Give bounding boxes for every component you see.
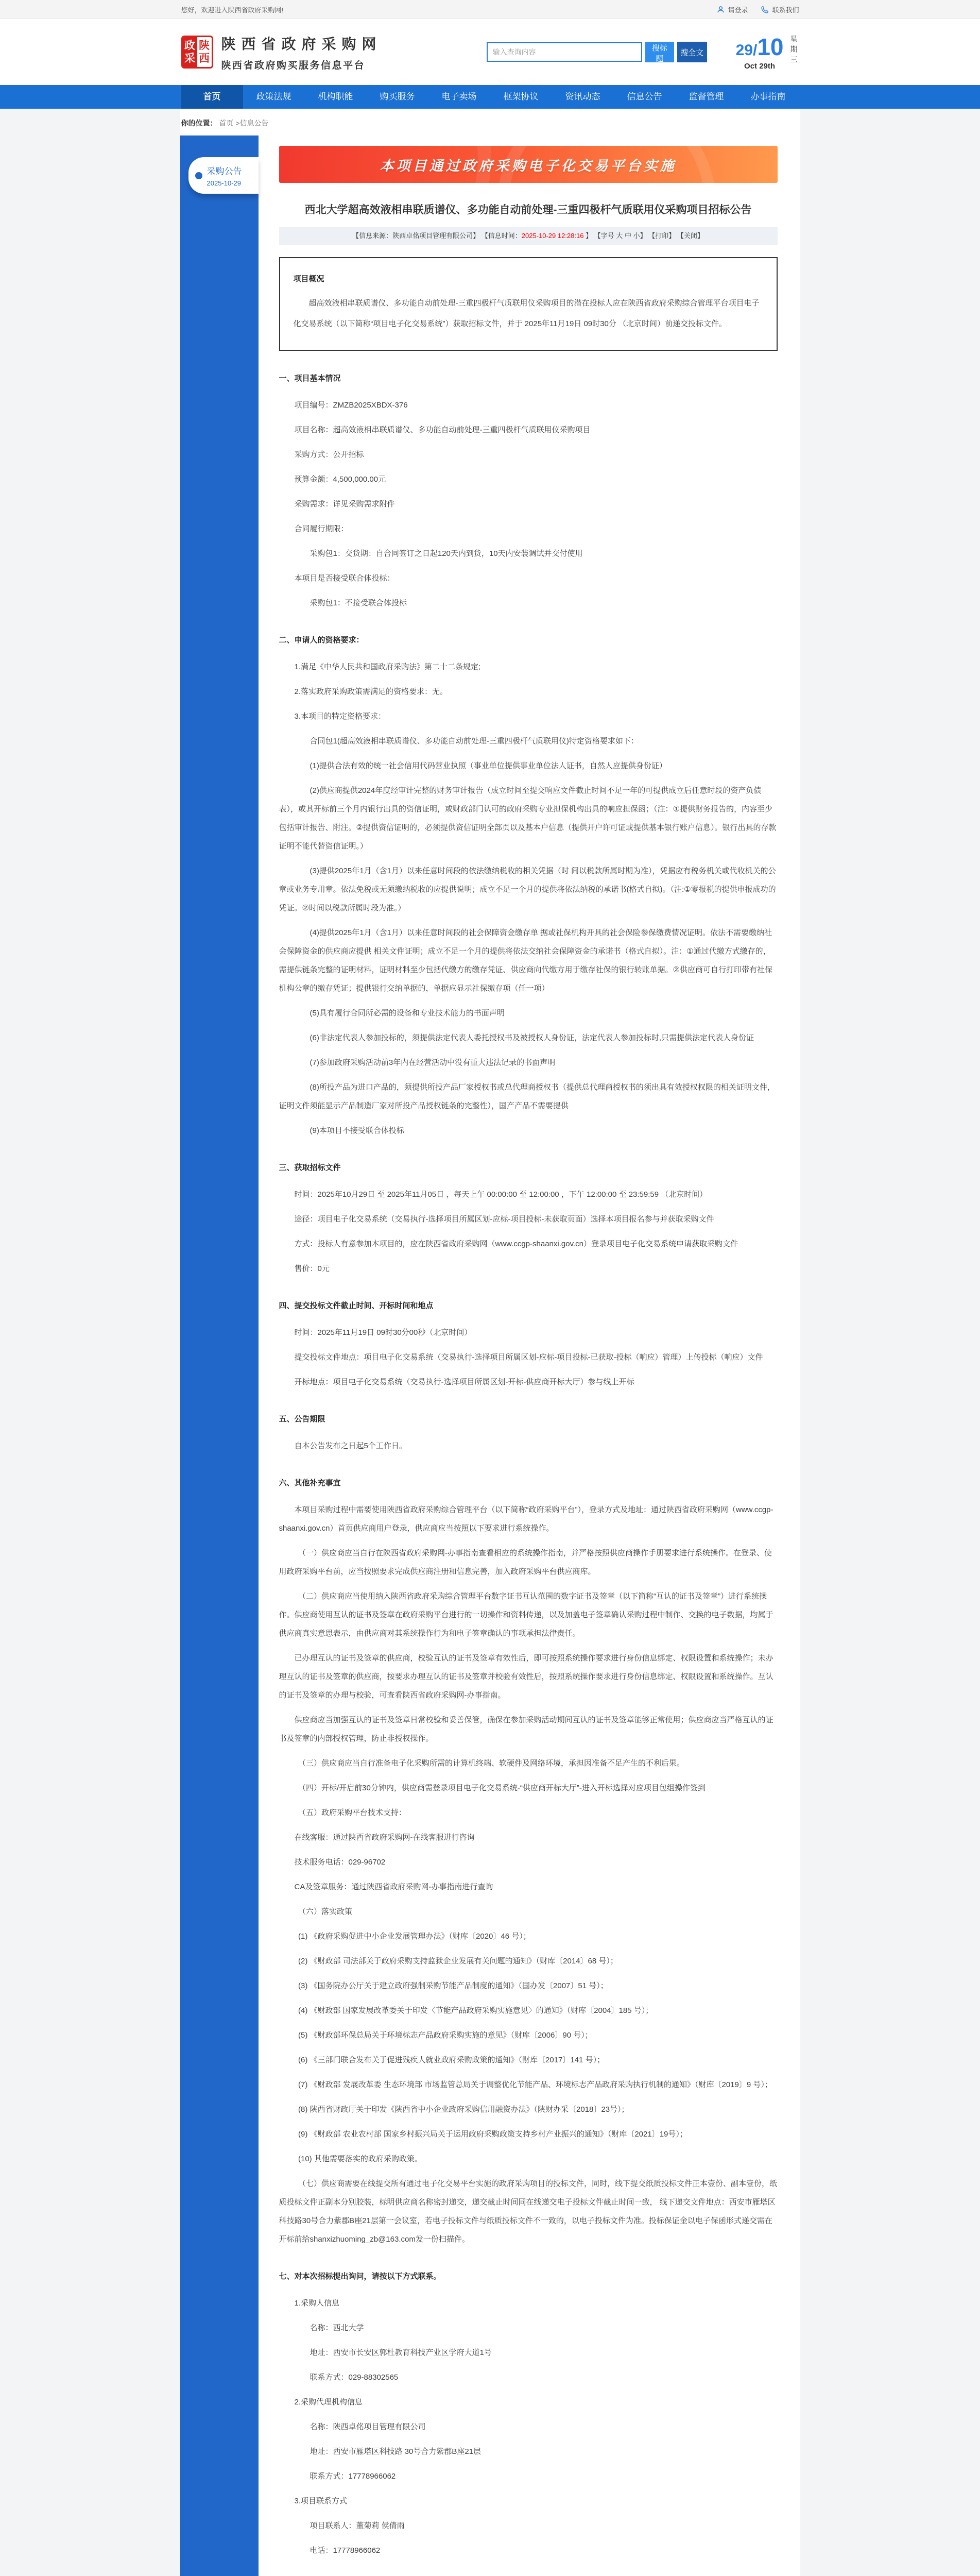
announcement-paragraph: 预算金额：4,500,000.00元	[294, 475, 386, 484]
overview-heading: 项目概况	[293, 275, 324, 283]
announcement-paragraph: 2.采购代理机构信息	[294, 2398, 363, 2406]
announcement-paragraph: (1) 《政府采购促进中小企业发展管理办法》（财库〔2020〕46 号）；	[298, 1932, 531, 1941]
nav-item-emall[interactable]: 电子卖场	[441, 92, 477, 101]
meta-source: 【信息来源：陕西卓佲项目管理有限公司】 【信息时间：	[352, 232, 522, 240]
font-size-large-button[interactable]: 大	[616, 232, 623, 240]
date-month: 10	[757, 33, 784, 60]
announcement-paragraph: (2) 《财政部 司法部关于政府采购支持监狱企业发展有关问题的通知》（财库〔2014〕68 号）；	[298, 1957, 618, 1965]
announcement-paragraph: （七）供应商需要在线提交所有通过电子化交易平台实施的政府采购项目的投标文件，同时，线下提交纸质投标文件正本壹份、副本壹份，纸质投标文件正副本分别胶装，标明供应商名称密封递交，递交截止时间同在线递交电子投标文件截止时间一致， 线下递交文件地点：西安市雁塔区科技路30号合力紫郡B座21层第一会议室，若电子投标文件与纸质投标文件不一致的，以电子投标文件为准。投标保证金以电子保函形式递交需在开标前给shanxizhuoming_zb@163.com发一份扫描件。	[279, 2179, 778, 2244]
bullet-dot-icon	[195, 172, 202, 179]
breadcrumb	[180, 109, 800, 135]
announcement-paragraph: (7) 《财政部 发展改革委 生态环境部 市场监管总局关于调整优化节能产品、环境标志产品政府采购执行机制的通知》（财库〔2019〕9 号）；	[298, 2080, 772, 2089]
nav-item-purchase-services[interactable]: 购买服务	[380, 92, 415, 101]
announcement-body	[279, 369, 778, 2576]
announcement-paragraph: 采购方式：公开招标	[294, 450, 364, 459]
top-utility-bar	[0, 0, 980, 19]
announcement-paragraph: (1)提供合法有效的统一社会信用代码营业执照（事业单位提供事业单位法人证书，自然人应提供身份证）	[310, 761, 667, 770]
search-fulltext-button[interactable]: 搜全文	[677, 42, 707, 62]
date-weekday: 星期三	[789, 35, 798, 66]
date-day: 29	[735, 42, 753, 59]
sidebar-item-procurement-announcement[interactable]	[188, 157, 259, 194]
meta-time: 2025-10-29 12:28:16	[521, 232, 584, 240]
announcement-paragraph: 在线客服：通过陕西省政府采购网-在线客服进行咨询	[294, 1833, 475, 1842]
announcement-paragraph: 采购需求：详见采购需求附件	[294, 500, 395, 509]
font-size-medium-button[interactable]: 中	[624, 232, 631, 240]
announcement-paragraph: 1.满足《中华人民共和国政府采购法》第二十二条规定;	[294, 663, 481, 671]
project-overview-box	[279, 257, 778, 351]
announcement-paragraph: 采购包1：交货期：自合同签订之日起120天内到货，10天内安装调试并交付使用	[310, 549, 583, 558]
announcement-paragraph: 售价：0元	[294, 1264, 330, 1273]
announcement-paragraph: (9)本项目不接受联合体投标	[310, 1126, 404, 1135]
announcement-paragraph: （三）供应商应当自行准备电子化采购所需的计算机终端、软硬件及网络环境，承担因准备不足产生的不利后果。	[298, 1759, 685, 1768]
announcement-paragraph: （六）落实政策	[298, 1907, 353, 1916]
breadcrumb-home-link[interactable]: 首页	[219, 119, 234, 127]
announcement-paragraph: （一）供应商应当自行在陕西省政府采购网-办事指南查看相应的系统操作指南，并严格按照供应商操作手册要求进行系统操作。在登录、使用政府采购平台前，应当按照要求完成供应商注册和信息完善，加入政府采购平台供应商库。	[279, 1549, 772, 1576]
announcement-paragraph: (5)具有履行合同所必需的设备和专业技术能力的书面声明	[310, 1009, 505, 1018]
overview-text: 超高效液相串联质谱仪、多功能自动前处理-三重四极杆气质联用仪采购项目的潜在投标人应在陕西省政府采购综合管理平台项目电子化交易系统（以下简称“项目电子化交易系统”）获取招标文件，并于 2025年11月19日 09时30分 （北京时间）前递交投标文件。	[293, 299, 760, 328]
announcement-paragraph: 合同履行期限：	[294, 524, 349, 533]
search-input[interactable]	[487, 42, 642, 62]
sidebar-tab-date: 2025-10-29	[207, 179, 241, 187]
announcement-paragraph: (4) 《财政部 国家发展改革委关于印发〈节能产品政府采购实施意见〉的通知》（财库〔2004〕185 号）；	[298, 2006, 654, 2015]
announcement-paragraph: (8)所投产品为进口产品的，须提供所投产品厂家授权书或总代理商授权书（提供总代理商授权书的须出具有效授权权限的相关证明文件，证明文件须能显示产品制造厂家对所投产品授权链条的完整性），国产产品不需要提供	[279, 1083, 775, 1110]
announcement-meta-bar	[279, 227, 778, 245]
meta-bracket: 】	[640, 232, 649, 240]
logo-char: 西	[199, 53, 210, 64]
announcement-paragraph: CA及签章服务：通过陕西省政府采购网-办事指南进行查询	[294, 1883, 493, 1891]
sidebar	[180, 135, 259, 2576]
announcement-paragraph: （四）开标/开启前30分钟内，供应商需登录项目电子化交易系统-“供应商开标大厅”-进入开标选择对应项目包组操作签到	[298, 1784, 706, 1792]
eplatform-banner	[279, 146, 778, 183]
announcement-paragraph: 名称：陕西卓佲项目管理有限公司	[310, 2422, 426, 2431]
font-size-small-button[interactable]: 小	[633, 232, 640, 240]
section-heading: 三、获取招标文件	[279, 1163, 341, 1172]
announcement-paragraph: 本项目采购过程中需要使用陕西省政府采购综合管理平台（以下简称“政府采购平台”），登录方式及地址：通过陕西省政府采购网（www.ccgp-shaanxi.gov.cn）首页供应商用户登录，供应商应当按照以下要求进行系统操作。	[279, 1505, 773, 1533]
announcement-paragraph: 联系方式：17778966062	[310, 2472, 396, 2481]
nav-item-framework[interactable]: 框架协议	[503, 92, 539, 101]
announcement-paragraph: 3.项目联系方式	[294, 2497, 348, 2505]
user-icon	[717, 6, 725, 13]
announcement-content	[259, 135, 800, 2576]
nav-item-home[interactable]: 首页	[181, 85, 243, 109]
section-heading: 二、申请人的资格要求：	[279, 636, 364, 645]
announcement-paragraph: 地址：西安市长安区郭杜教育科技产业区学府大道1号	[310, 2348, 492, 2357]
announcement-paragraph: （五）政府采购平台技术支持：	[298, 1808, 407, 1817]
sidebar-tab-title: 采购公告	[207, 166, 242, 176]
login-label: 请登录	[728, 6, 748, 14]
announcement-paragraph: (6)非法定代表人参加投标的，须提供法定代表人委托授权书及被授权人身份证，法定代表人参加投标时,只需提供法定代表人身份证	[310, 1033, 754, 1042]
announcement-paragraph: (10) 其他需要落实的政府采购政策。	[298, 2155, 422, 2163]
section-heading: 四、提交投标文件截止时间、开标时间和地点	[279, 1301, 434, 1310]
date-slash: /	[752, 42, 758, 59]
announcement-paragraph	[279, 2574, 778, 2576]
contact-label: 联系我们	[772, 6, 799, 14]
announcement-paragraph: 自本公告发布之日起5个工作日。	[294, 1442, 407, 1450]
login-link[interactable]	[717, 5, 748, 14]
announcement-paragraph: (3)提供2025年1月（含1月）以来任意时间段的依法缴纳税收的相关凭据（时 间以税款所属时期为准），凭据应有税务机关或代收机关的公章或业务专用章。依法免税或无须缴纳税收的应提供说明；成立不足一个月的提供将依法纳税的承诺书(格式自拟)。（注:①零报税的提供申报成功的凭证。②时间以税款所属时段为准。）	[279, 867, 776, 912]
contact-link[interactable]	[761, 5, 799, 14]
section-heading: 一、项目基本情况	[279, 374, 341, 383]
logo-char: 采	[184, 53, 195, 64]
announcement-paragraph: 2.落实政府采购政策需满足的资格要求：无。	[294, 687, 448, 696]
date-widget	[736, 33, 799, 71]
announcement-paragraph: 合同包1(超高效液相串联质谱仪、多功能自动前处理-三重四极杆气质联用仪)特定资格要求如下：	[310, 737, 639, 745]
announcement-paragraph: 途径：项目电子化交易系统（交易执行-选择项目所属区划-应标-项目投标-未获取页面）选择本项目报名参与并获取采购文件	[294, 1215, 714, 1224]
announcement-paragraph: 地址：西安市雁塔区科技路 30号合力紫郡B座21层	[310, 2447, 482, 2456]
nav-item-policies[interactable]: 政策法规	[256, 92, 291, 101]
logo-char: 陕	[199, 40, 210, 52]
nav-item-announcements[interactable]: 信息公告	[627, 92, 662, 101]
meta-fontsize-label: 】 【字号	[583, 232, 616, 240]
announcement-paragraph: (3) 《国务院办公厅关于建立政府强制采购节能产品制度的通知》（国办发〔2007〕51 号）；	[298, 1981, 608, 1990]
breadcrumb-current[interactable]: 信息公告	[239, 119, 269, 127]
breadcrumb-label: 你的位置：	[181, 119, 217, 127]
announcement-paragraph: (9) 《财政部 农业农村部 国家乡村振兴局关于运用政府采购政策支持乡村产业振兴的通知》（财库〔2021〕19号）；	[298, 2130, 687, 2139]
nav-item-functions[interactable]: 机构职能	[318, 92, 353, 101]
site-header	[0, 19, 980, 85]
announcement-paragraph: 电话：17778966062	[310, 2546, 381, 2555]
announcement-paragraph: 1.采购人信息	[294, 2299, 340, 2308]
site-title: 陕西省政府采购网	[221, 36, 382, 52]
announcement-paragraph: 采购包1：不接受联合体投标	[310, 599, 407, 607]
announcement-paragraph: 联系方式：029-88302565	[310, 2373, 399, 2382]
section-heading: 七、对本次招标提出询问，请按以下方式联系。	[279, 2272, 441, 2281]
nav-item-news[interactable]: 资讯动态	[565, 92, 600, 101]
announcement-paragraph: 项目编号：ZMZB2025XBDX-376	[294, 401, 408, 410]
announcement-paragraph: 提交投标文件地点：项目电子化交易系统（交易执行-选择项目所属区划-应标-项目投标-已获取-投标（响应）管理）上传投标（响应）文件	[294, 1353, 763, 1362]
announcement-paragraph: (6) 《三部门联合发布关于促进残疾人就业政府采购政策的通知》（财库〔2017〕141 号）；	[298, 2056, 605, 2064]
nav-item-guide[interactable]: 办事指南	[750, 92, 786, 101]
announcement-paragraph: （二）供应商应当使用纳入陕西省政府采购综合管理平台数字证书互认范围的数字证书及签章（以下简称“互认的证书及签章”）进行系统操作。供应商使用互认的证书及签章在政府采购平台进行的一切操作和资料传递，以及加盖电子签章确认采购过程中制作、交换的电子数据，均属于供应商真实意思表示，由供应商对其系统操作行为和电子签章确认的事项承担法律责任。	[279, 1592, 773, 1638]
announcement-paragraph: 供应商应当加强互认的证书及签章日常校验和妥善保管，确保在参加采购活动期间互认的证书及签章能够正常使用；供应商应当严格互认的证书及签章的内部授权管理，防止非授权操作。	[279, 1716, 773, 1743]
search-area	[487, 42, 707, 62]
announcement-paragraph: 项目名称：超高效液相串联质谱仪、多功能自动前处理-三重四极杆气质联用仪采购项目	[294, 426, 591, 434]
announcement-paragraph: (4)提供2025年1月（含1月）以来任意时间段的社会保障资金缴存单 据或社保机构开具的社会保险参保缴费情况证明。依法不需要缴纳社会保障资金的供应商应提供 相关文件证明；成立不足一个月的提供将依法交纳社会保障资金的承诺书（格式自拟）。注：①通过代缴方式缴存的，需提供链条完整的证明材料，证明材料至少包括代缴方的缴存凭证、供应商向代缴方用于缴存社保的银行转账单据。②供应商可自行打印带有社保机构公章的缴存凭证；提供银行交纳单据的，单据应显示社保缴存项（任一项）	[279, 928, 772, 993]
announcement-paragraph: 时间：2025年11月19日 09时30分00秒（北京时间）	[294, 1328, 472, 1337]
breadcrumb-separator: >	[233, 119, 240, 127]
close-button[interactable]: 【关闭】	[677, 232, 704, 240]
announcement-paragraph: 时间：2025年10月29日 至 2025年11月05日 ，每天上午 00:00:00 至 12:00:00 ，下午 12:00:00 至 23:59:59 （北京时间）	[294, 1190, 708, 1199]
welcome-text: 您好，欢迎进入陕西省政府采购网!	[181, 6, 284, 14]
site-subtitle: 陕西省政府购买服务信息平台	[221, 60, 366, 71]
print-button[interactable]: 【打印】	[648, 232, 676, 240]
section-heading: 六、其他补充事宜	[279, 1479, 341, 1487]
logo-char: 政	[184, 40, 195, 52]
announcement-paragraph: (5) 《财政部环保总局关于环境标志产品政府采购实施的意见》（财库〔2006〕90 号）；	[298, 2031, 593, 2040]
announcement-paragraph: (2)供应商提供2024年度经审计完整的财务审计报告（成立时间至提交响应文件截止时间不足一年的可提供成立后任意时段的资产负债表），或其开标前三个月内银行出具的资信证明，或财政部门认可的政府采购专业担保机构出具的响应担保函；（注：①提供财务报告的，内容至少包括审计报告、附注。②提供资信证明的，必须提供资信证明全部页以及基本户信息（提供开户许可证或提供基本银行账户信息）。银行出具的存款证明不能代替资信证明。）	[279, 786, 777, 851]
announcement-paragraph: 名称：西北大学	[310, 2324, 364, 2332]
announcement-paragraph: 3.本项目的特定资格要求：	[294, 712, 386, 721]
banner-text: 本项目通过政府采购电子化交易平台实施	[380, 158, 677, 174]
announcement-paragraph: 本项目是否接受联合体投标：	[294, 574, 395, 583]
announcement-paragraph: (7)参加政府采购活动前3年内在经营活动中没有重大违法记录的书面声明	[310, 1058, 556, 1067]
announcement-paragraph: 项目联系人：董菊莉 侯倩雨	[310, 2521, 405, 2530]
search-title-button[interactable]: 搜标题	[645, 42, 674, 62]
main-nav	[0, 85, 980, 109]
announcement-paragraph: 开标地点：项目电子化交易系统（交易执行-选择项目所属区划-开标-供应商开标大厅）参与线上开标	[294, 1378, 634, 1386]
date-english: Oct 29th	[744, 62, 776, 71]
nav-item-supervision[interactable]: 监督管理	[689, 92, 724, 101]
announcement-title: 西北大学超高效液相串联质谱仪、多功能自动前处理-三重四极杆气质联用仪采购项目招标公告	[304, 204, 752, 216]
announcement-paragraph: 方式：投标人有意参加本项目的，应在陕西省政府采购网（www.ccgp-shaanxi.gov.cn）登录项目电子化交易系统申请获取采购文件	[294, 1240, 738, 1248]
section-heading: 五、公告期限	[279, 1415, 325, 1423]
site-logo	[181, 36, 213, 69]
announcement-paragraph: (8) 陕西省财政厅关于印发《陕西省中小企业政府采购信用融资办法》（陕财办采〔2018〕23号）；	[298, 2105, 629, 2114]
phone-icon	[761, 6, 769, 13]
announcement-paragraph: 已办理互认的证书及签章的供应商，校验互认的证书及签章有效性后，即可按照系统操作要求进行身份信息绑定、权限设置和系统操作；未办理互认的证书及签章的供应商，按要求办理互认的证书及签章并校验有效性后，按照系统操作要求进行身份信息绑定、权限设置和系统操作。互认的证书及签章的办理与校验，可查看陕西省政府采购网-办事指南。	[279, 1654, 773, 1700]
announcement-paragraph: 技术服务电话：029-96702	[294, 1858, 386, 1867]
